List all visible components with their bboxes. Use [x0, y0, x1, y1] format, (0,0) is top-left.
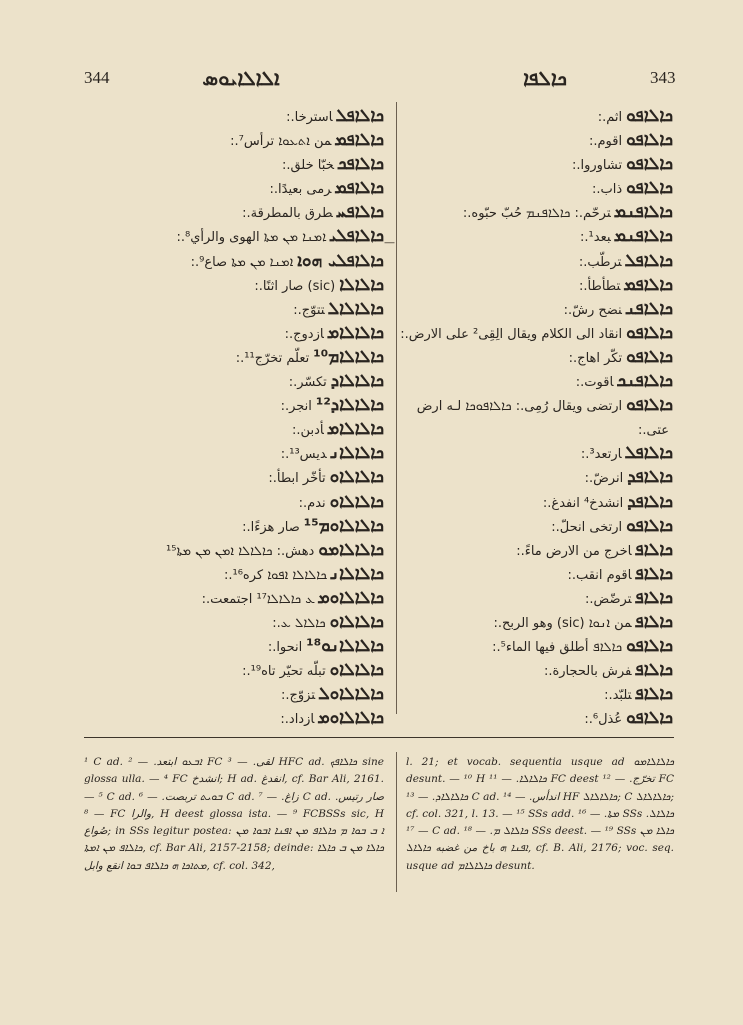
arabic-gloss: ܟܐܠܐܠ ܥ.: [272, 615, 326, 631]
dictionary-entry [84, 128, 384, 152]
left-page-number: 344 [84, 68, 110, 87]
dictionary-entry [84, 249, 384, 273]
dictionary-entry [84, 345, 384, 369]
dictionary-entry [84, 586, 384, 610]
arabic-gloss: رمى بعيدًا.: [269, 182, 332, 198]
arabic-gloss: تكّر اهاج.: [568, 350, 623, 366]
footnotes-right [406, 754, 674, 875]
syriac-headword: ܟܐܠܐܦܘ [626, 322, 673, 343]
syriac-headword: ܟܐܠܐܠܐܘ [329, 611, 384, 632]
dictionary-entry [408, 273, 673, 297]
dictionary-entry [84, 417, 384, 441]
syriac-headword: ܟܐܠܐܦܠ [625, 443, 673, 464]
syriac-headword: ܟܐܠܐܦܘ [626, 708, 673, 729]
arabic-gloss: تتوّج.: [293, 302, 325, 318]
dictionary-entry [84, 273, 384, 297]
dictionary-entry [84, 514, 384, 538]
dictionary-entry [408, 562, 673, 586]
arabic-gloss: ܥ ܟܐܠܐܠܐ¹⁷ اجتمعت.: [201, 591, 315, 607]
syriac-headword: ܟܐܠܐܦܘ [626, 395, 673, 416]
syriac-headword: ܟܐܠܐܠܐܡ¹⁰ [313, 346, 384, 367]
arabic-gloss: عتى.: [637, 423, 669, 439]
syriac-headword: ܟܐܠܐܠܐܢܘ¹⁸ [306, 636, 384, 657]
dictionary-entry [400, 321, 673, 345]
syriac-headword: ܟܐܠܐܦܘ [626, 130, 673, 151]
syriac-headword: ܟܐܠܐܠܐܘܠ [319, 684, 384, 705]
syriac-headword: ܟܐܠܐܦܡ [624, 274, 673, 295]
syriac-headword: ܟܐܠܐܠܐܡ [327, 419, 384, 440]
arabic-gloss: (sic) صار اثنًا.: [254, 278, 336, 294]
syriac-headword: ܟܐܠܐܦܟ [338, 154, 384, 175]
syriac-headword: ܟܐܠܐܦܢܡ [614, 226, 673, 247]
left-running-title: ܐܠܐܠܐܝܘܣ [202, 66, 280, 90]
dictionary-entry [84, 634, 384, 658]
syriac-headword: ܟܐܠܐܠܐܘܡ [318, 708, 384, 729]
dictionary-entry [408, 586, 673, 610]
syriac-headword: ܟܐܠܐܦܘ [626, 636, 673, 657]
syriac-headword: ܟܐܠܐܠܐܡܘ [318, 539, 384, 560]
arabic-gloss: اخرج من الارض ماءً.: [516, 543, 632, 559]
syriac-headword: ܟܐܠܐܠܐܘ [329, 660, 384, 681]
arabic-gloss: نضح رشّ.: [563, 302, 622, 318]
arabic-gloss: ارتخى انحلّ.: [551, 519, 623, 535]
syriac-headword: ܟܐܠܐܦܕ [627, 467, 673, 488]
dictionary-entry [408, 128, 673, 152]
dictionary-entry [408, 514, 673, 538]
arabic-gloss: تأخّر ابطأ.: [268, 471, 326, 487]
dictionary-entry [408, 152, 673, 176]
syriac-headword: ܟܐܠܐܠܐܘܡ¹⁵ [303, 515, 384, 536]
arabic-gloss: اقوت.: [575, 375, 614, 391]
arabic-gloss: ذاب.: [591, 182, 623, 198]
arabic-gloss: خبّا خلق.: [281, 158, 335, 174]
syriac-headword: ܟܐܠܐܠܐ [339, 274, 384, 295]
arabic-gloss: انقاد الى الكلام ويقال الِقِى² على الارض.: [400, 326, 623, 342]
arabic-gloss: ترضّض.: [585, 591, 632, 607]
arabic-gloss: اقوم.: [589, 134, 623, 150]
syriac-headword: ܟܐܠܐܠܐܕ [330, 371, 384, 392]
dictionary-entry [408, 393, 673, 417]
dictionary-entry [408, 465, 673, 489]
syriac-headword: ܟܐܠܐܠܐܘ [329, 491, 384, 512]
dictionary-entry [408, 634, 673, 658]
arabic-gloss: عُذل⁶.: [584, 712, 623, 728]
dictionary-entry [84, 490, 384, 514]
arabic-gloss: من ܐܬܥܘܐ ترأس⁷.: [230, 134, 332, 150]
dictionary-entry [84, 658, 384, 682]
footnote-text: ¹ C ad. ܐܒܥܘ ابتعد. — ² FC لقى. — ³ HFC ad. ܟܐܠܐܦܟ sine glossa ulla. — ⁴ FC انشدخ; H ad. انفدغ, cf. Bar Ali, 2161. — ⁵ C ad. ܒܘܝܬ تربصت. — ⁶ C ad. زاغ. — ⁷ C ad. صار رتيس. — ⁸ FC والرا, H deest glossa ista. — ⁹ FCBSSs sic, H صُواع; in SSs legitur postea: ܐ ܒ ܒܘܐ ܡ ܟܐܠܐܦ ܡܢ ܐܦܢܐ ܐܒܘܐ ܡܢ ܟܐܠܐܦ ܡܢ ܐܡܬܐ, cf. Bar Ali, 2157-2158; deinde: ܟܐܠܐ ܡܢ ܒ ܟܐܠܐ ܡܬܐܟܐ ܗ ܟܐܠܐܦ ܒܘܐ انقع وابل, cf. col. 342, [84, 756, 385, 872]
dictionary-entry [408, 706, 673, 730]
syriac-headword: ܟܐܠܐܠܐܘ [329, 467, 384, 488]
footnote-rule [84, 737, 674, 738]
dictionary-entry [408, 490, 673, 514]
dictionary-entry [84, 224, 384, 248]
arabic-gloss: ازداد.: [280, 712, 315, 728]
syriac-headword: ܟܐܠܐܦܚ [336, 202, 384, 223]
arabic-gloss: ܟܐܠܐܠܐ ܐܦܘܐ كره¹⁶.: [223, 567, 327, 583]
arabic-gloss: ܟܐܠܐܦ أطلق فيها الماء⁵.: [492, 640, 623, 656]
right-column [400, 104, 673, 730]
syriac-headword: ܟܐܠܐܦܘ [626, 178, 673, 199]
arabic-gloss: صار هزءًا.: [242, 519, 300, 535]
syriac-headword: ܟܐܠܐܦܠܝ ܗܘܐ [297, 250, 384, 271]
arabic-gloss: تكسّر.: [288, 375, 327, 391]
arabic-gloss: ܐܡܢܐ ܡܢ ܡܬܐ صاع⁹.: [190, 254, 294, 270]
dictionary-entry [84, 441, 384, 465]
syriac-headword: ܟܐܠܐܦܘ [626, 154, 673, 175]
arabic-gloss: ترحّم.: ܟܐܠܐܦܢܡ حُبّ حبّوه.: [462, 206, 611, 222]
dictionary-entry [408, 369, 673, 393]
left-column [84, 104, 384, 730]
arabic-gloss: بعد¹.: [580, 230, 611, 246]
arabic-gloss: ازدوج.: [284, 326, 324, 342]
dictionary-entry [408, 682, 673, 706]
arabic-gloss: ديس¹³.: [280, 447, 327, 463]
dictionary-entry [408, 249, 673, 273]
dictionary-entry [84, 321, 384, 345]
dictionary-entry [408, 417, 673, 441]
arabic-gloss: ارتعد³.: [580, 447, 622, 463]
dictionary-entry [408, 176, 673, 200]
arabic-gloss: من ܐܢܘܐ (sic) وهو الربح.: [493, 615, 632, 631]
margin-mark: — [384, 236, 395, 249]
arabic-gloss: استرخا.: [286, 110, 333, 125]
dictionary-entry [408, 658, 673, 682]
arabic-gloss: انرضّ.: [584, 471, 624, 487]
dictionary-entry [408, 200, 673, 224]
arabic-gloss: اقوم انقب.: [567, 567, 632, 583]
arabic-gloss: تعلّم تخرّج¹¹.: [235, 350, 310, 366]
arabic-gloss: اثم.: [597, 110, 623, 125]
syriac-headword: ܟܐܠܐܦ [635, 539, 673, 560]
syriac-headword: ܟܐܠܐܦܢܡ [614, 202, 673, 223]
dictionary-entry [408, 345, 673, 369]
arabic-gloss: أدبن.: [292, 423, 324, 439]
footnotes-left [84, 754, 384, 875]
syriac-headword: ܟܐܠܐܦܠ [625, 250, 673, 271]
footnote-text: l. 21; et vocab. sequentia usque ad ܟܐܠܐܠܐܡܘ desunt. — ¹⁰ H ܟܐܠܐܠܐ. — ¹¹ FC deest تخرّج. — ¹² FC ܟܐܠܐܠܐܕ. — ¹³ C ad. اندأس. — ¹⁴ HF ܟܐܠܐܠܐܠ; C ܟܐܠܐܠܐܠ; cf. col. 321, l. 13. — ¹⁵ SSs add. ܡܬܐ. — ¹⁶ SSs ܟܐܠܐܠ. — ¹⁷ C ad. ܟܐܠܐܠ ܡ. — ¹⁸ SSs deest. — ¹⁹ SSs ܟܐܠܐ ܡܢ ܐܦܢܐ ܗ باخ من غضبه ܟܐܠܐܠ, cf. B. Ali, 2176; voc. seq. usque ad ܟܐܠܐܠܐܡ desunt. [406, 756, 674, 872]
syriac-headword: ܟܐܠܐܦ [635, 684, 673, 705]
arabic-gloss: ارتضى ويقال رُمِى.: ܟܐܠܐܦܘܟܐ لـه ارض [416, 399, 623, 415]
dictionary-entry [84, 369, 384, 393]
syriac-headword: ܟܐܠܐܦܡ [335, 130, 384, 151]
arabic-gloss: دهش.: ܟܐܠܐܠܐ ܐܡܢ ܡܢ ܡܬܐ¹⁵ [166, 543, 315, 559]
column-divider [396, 102, 397, 714]
dictionary-entry [84, 538, 384, 562]
dictionary-entry [84, 682, 384, 706]
right-page-number: 343 [650, 68, 676, 87]
dictionary-entry [84, 297, 384, 321]
dictionary-entry [84, 465, 384, 489]
dictionary-entry [84, 562, 384, 586]
dictionary-entry [84, 104, 384, 128]
arabic-gloss: فرش بالحجارة.: [543, 664, 632, 680]
right-running-title: ܟܐܠܦܐ [523, 66, 567, 90]
syriac-headword: ܟܐܠܐܦܘ [626, 106, 673, 126]
dictionary-entry [408, 441, 673, 465]
syriac-headword: ܟܐܠܐܦ [635, 611, 673, 632]
dictionary-entry [408, 610, 673, 634]
syriac-headword: ܟܐܠܐܦ [635, 563, 673, 584]
syriac-headword: ܟܐܠܐܦ [635, 660, 673, 681]
dictionary-entry [84, 610, 384, 634]
syriac-headword: ܟܐܠܐܦܢ [625, 298, 673, 319]
syriac-headword: ܟܐܠܐܦܕ [627, 491, 673, 512]
syriac-headword: ܟܐܠܐܦܡ [335, 178, 384, 199]
dictionary-entry [408, 297, 673, 321]
syriac-headword: ܟܐܠܐܠܐܡ [327, 322, 384, 343]
syriac-headword: ܟܐܠܐܠܐܘܡ [318, 587, 384, 608]
syriac-headword: ܟܐܠܐܠܐܢ [330, 563, 384, 584]
arabic-gloss: ܐܡܢܐ ܡܢ ܡܬܐ الهوى والرأي⁸.: [176, 230, 327, 246]
arabic-gloss: ندم.: [298, 495, 326, 511]
dictionary-entry [84, 200, 384, 224]
footnote-divider [396, 752, 397, 892]
syriac-headword: ܟܐܠܐܦܠ [336, 106, 384, 126]
arabic-gloss: تزوّج.: [280, 688, 316, 704]
dictionary-entry [408, 224, 673, 248]
arabic-gloss: تشاوروا.: [571, 158, 623, 174]
syriac-headword: ܟܐܠܐܦ [635, 587, 673, 608]
arabic-gloss: انشدخ⁴ انفدغ.: [542, 495, 624, 511]
arabic-gloss: تطأطأ.: [579, 278, 621, 294]
arabic-gloss: تبلّه تحيّر تاه¹⁹.: [242, 664, 326, 680]
arabic-gloss: انحوا.: [267, 640, 303, 656]
dictionary-entry [408, 104, 673, 128]
dictionary-entry [84, 176, 384, 200]
arabic-gloss: ترطّب.: [578, 254, 622, 270]
dictionary-entry [84, 706, 384, 730]
dictionary-entry [84, 152, 384, 176]
syriac-headword: ܟܐܠܐܦܠܝ [330, 226, 384, 247]
arabic-gloss: طرق بالمطرقة.: [242, 206, 333, 222]
syriac-headword: ܟܐܠܐܠܐܢ [330, 443, 384, 464]
arabic-gloss: انجر.: [280, 399, 312, 415]
arabic-gloss: تلبّد.: [604, 688, 632, 704]
dictionary-entry [408, 538, 673, 562]
syriac-headword: ܟܐܠܐܠܐܕ¹² [315, 395, 384, 416]
syriac-headword: ܟܐܠܐܦܘ [626, 346, 673, 367]
syriac-headword: ܟܐܠܐܦܘ [626, 515, 673, 536]
dictionary-entry [84, 393, 384, 417]
syriac-headword: ܟܐܠܐܠܐܠ [328, 298, 384, 319]
syriac-headword: ܟܐܠܐܦܢܟ [617, 371, 673, 392]
